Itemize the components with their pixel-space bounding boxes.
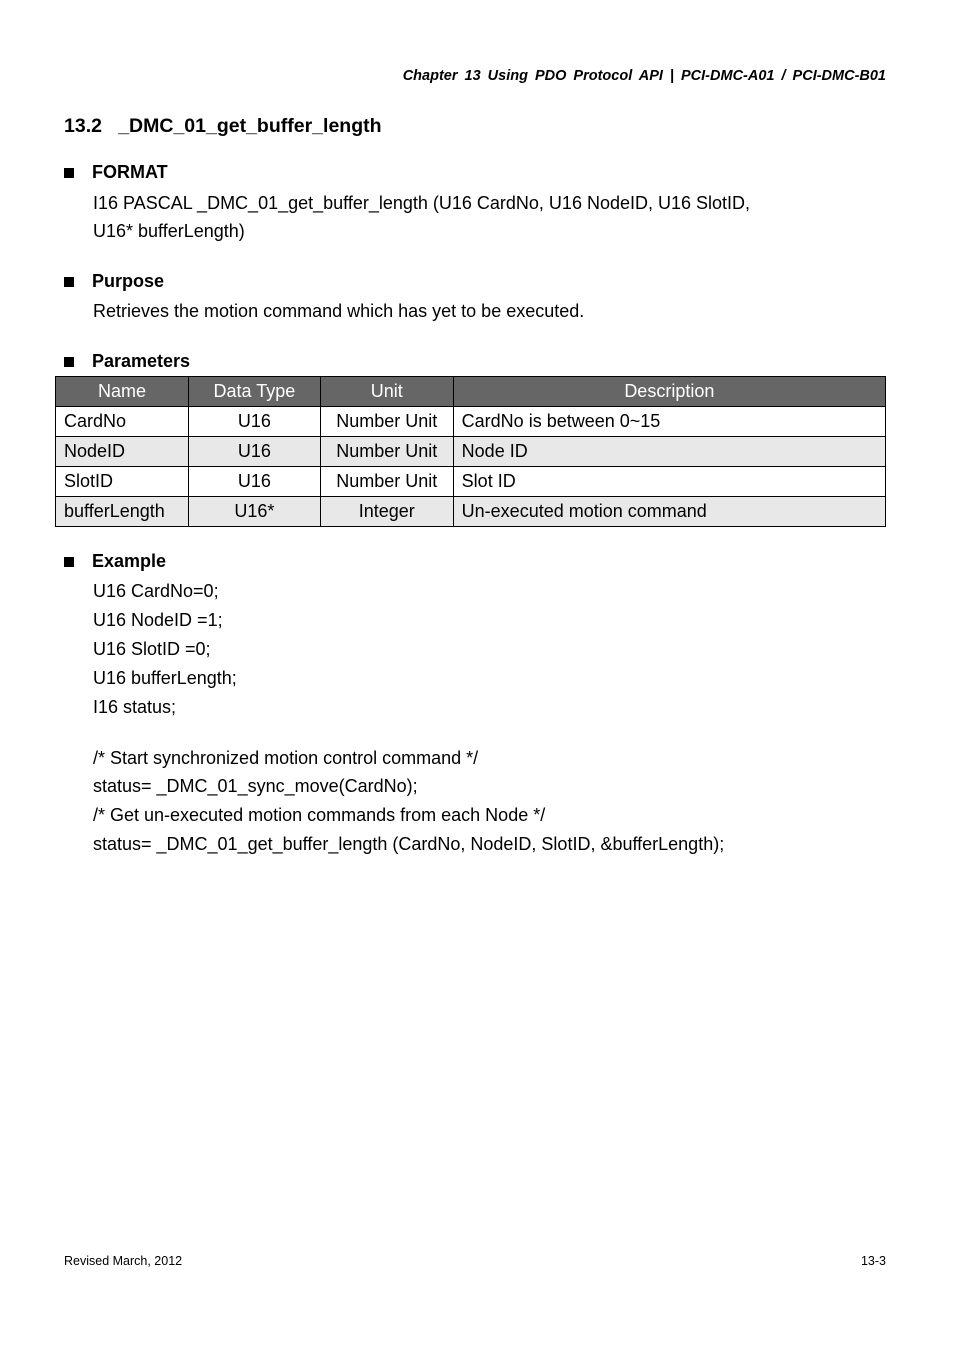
column-header-name: Name xyxy=(56,377,189,407)
bullet-square-icon xyxy=(64,557,74,567)
param-name: NodeID xyxy=(56,437,189,467)
section-title: 13.2 _DMC_01_get_buffer_length xyxy=(64,115,382,137)
code-line: status= _DMC_01_get_buffer_length (CardNo, NodeID, SlotID, &bufferLength); xyxy=(93,834,725,854)
parameters-heading-label: Parameters xyxy=(92,351,191,371)
param-type: U16 xyxy=(188,467,320,497)
param-description: Un-executed motion command xyxy=(453,497,885,527)
bullet-square-icon xyxy=(64,357,74,367)
param-type: U16 xyxy=(188,437,320,467)
example-line: U16 SlotID =0; xyxy=(93,639,211,659)
running-header: Chapter 13 Using PDO Protocol API | PCI-DMC-A01 / PCI-DMC-B01 xyxy=(402,68,886,84)
parameters-table xyxy=(55,376,886,527)
column-header-data-type: Data Type xyxy=(188,377,320,407)
purpose-text: Retrieves the motion command which has yet to be executed. xyxy=(93,301,585,321)
param-name: CardNo xyxy=(56,407,189,437)
format-heading xyxy=(64,162,168,183)
column-header-description: Description xyxy=(453,377,885,407)
code-line: /* Get un-executed motion commands from each Node */ xyxy=(93,805,546,825)
example-line: U16 bufferLength; xyxy=(93,668,237,688)
parameters-heading xyxy=(64,351,190,372)
code-line: /* Start synchronized motion control command */ xyxy=(93,748,479,768)
param-unit: Integer xyxy=(320,497,453,527)
format-line: U16* bufferLength) xyxy=(93,221,245,241)
param-name: SlotID xyxy=(56,467,189,497)
param-unit: Number Unit xyxy=(320,407,453,437)
table-row xyxy=(56,467,886,497)
bullet-square-icon xyxy=(64,168,74,178)
param-type: U16* xyxy=(188,497,320,527)
param-type: U16 xyxy=(188,407,320,437)
table-row xyxy=(56,437,886,467)
param-name: bufferLength xyxy=(56,497,189,527)
example-line: I16 status; xyxy=(93,697,177,717)
table-row xyxy=(56,407,886,437)
purpose-heading-label: Purpose xyxy=(92,271,165,291)
param-description: Slot ID xyxy=(453,467,885,497)
param-description: Node ID xyxy=(453,437,885,467)
column-header-unit: Unit xyxy=(320,377,453,407)
footer-revision: Revised March, 2012 xyxy=(64,1254,183,1268)
footer-page-number: 13-3 xyxy=(860,1254,886,1268)
table-header-row xyxy=(56,377,886,407)
format-line: I16 PASCAL _DMC_01_get_buffer_length (U16 CardNo, U16 NodeID, U16 SlotID, xyxy=(93,193,751,213)
param-description: CardNo is between 0~15 xyxy=(453,407,885,437)
example-heading-label: Example xyxy=(92,551,167,571)
param-unit: Number Unit xyxy=(320,437,453,467)
param-unit: Number Unit xyxy=(320,467,453,497)
example-line: U16 NodeID =1; xyxy=(93,610,223,630)
example-heading xyxy=(64,551,166,572)
example-line: U16 CardNo=0; xyxy=(93,581,219,601)
code-line: status= _DMC_01_sync_move(CardNo); xyxy=(93,776,418,796)
purpose-heading xyxy=(64,271,164,292)
format-heading-label: FORMAT xyxy=(92,162,168,182)
table-row xyxy=(56,497,886,527)
bullet-square-icon xyxy=(64,277,74,287)
